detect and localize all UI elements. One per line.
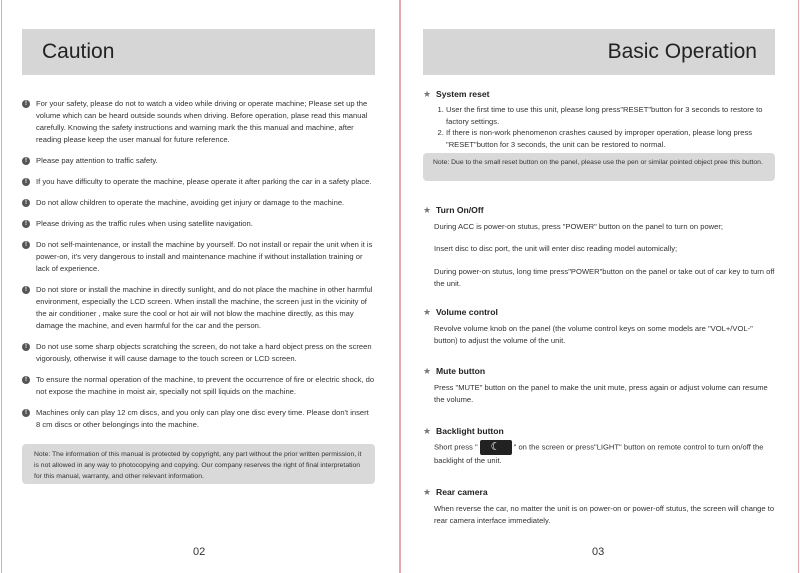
caution-item	[22, 176, 375, 188]
caution-text: If you have difficulty to operate the machine, please operate it after parking the car in a safety place.	[36, 177, 372, 186]
warning-icon: !	[22, 220, 30, 228]
star-icon: ★	[423, 89, 432, 99]
moon-icon: ☾	[490, 441, 501, 453]
caution-text: Do not self-maintenance, or install the machine by yourself. Do not install or repair the unit when it is power-on, it's very dangerous to install and maintenance machine if without installation training or lack of experience.	[36, 240, 373, 273]
caution-text: Do not allow children to operate the machine, avoiding get injury or damage to the machine.	[36, 198, 345, 207]
heading-text: Turn On/Off	[436, 205, 484, 215]
section-body	[423, 104, 775, 150]
caution-text: Do not store or install the machine in directly sunlight, and do not place the machine in other harmful environment, especially the LCD screen. When install the machine, the screen just in the vicinity of the air conditioner , make sure the cool or hot air will not blow the machine directly, as this may damage the machine, and even harmful for the car and the person.	[36, 285, 373, 330]
page-number: 02	[193, 546, 206, 558]
section-body	[423, 503, 775, 526]
caution-item	[22, 197, 375, 209]
page-number: 03	[592, 546, 605, 558]
paragraph	[434, 440, 775, 467]
section-mute-button	[423, 365, 775, 415]
warning-icon: !	[22, 286, 30, 294]
section-body	[423, 221, 775, 289]
copyright-note: Note: The information of this manual is protected by copyright, any part without the prior written permission, it is not allowed in any way to photocopying and copying. Our company reserves the right of final interpretation for this manual, warranty, and other relevant information.	[22, 444, 375, 484]
text-before-icon: Short press "	[434, 442, 478, 452]
section-heading	[423, 365, 775, 377]
caution-text: Please pay attention to traffic safety.	[36, 156, 158, 165]
warning-icon: !	[22, 199, 30, 207]
warning-icon: !	[22, 178, 30, 186]
warning-icon: !	[22, 376, 30, 384]
section-heading	[423, 486, 775, 498]
caution-item	[22, 374, 375, 398]
text-after-icon: " on the screen or press"LIGHT" button on remote control to turn on/off the backlight of the unit.	[434, 442, 764, 465]
heading-text: System reset	[436, 89, 490, 99]
caution-list	[22, 98, 375, 440]
star-icon: ★	[423, 487, 432, 497]
star-icon: ★	[423, 307, 432, 317]
warning-icon: !	[22, 241, 30, 249]
paragraph: When reverse the car, no matter the unit is on power-on or power-off stutus, the screen will change to rear camera interface immediately.	[434, 504, 775, 525]
heading-text: Backlight button	[436, 426, 504, 436]
section-system-reset	[423, 88, 775, 150]
section-heading	[423, 306, 775, 318]
warning-icon: !	[22, 100, 30, 108]
paragraph: Press "MUTE" button on the panel to make the unit mute, press again or adjust volume can resume the volume.	[434, 383, 768, 404]
section-heading	[423, 425, 775, 437]
caution-text: Machines only can play 12 cm discs, and you only can play one disc every time. Please don't insert 8 cm discs or other belongings into the machine.	[36, 408, 369, 429]
caution-text: For your safety, please do not to watch a video while driving or operate machine; Please set up the volume which can be heard outside sounds when driving. Before operation, plase read this manual carefully. Knowing the safety instructions and warning mark the this manual and machine, after reading please keep the user manual for future reference.	[36, 99, 368, 144]
reset-step: 1. User the first time to use this unit, please long press"RESET"button for 3 seconds to restore to factory settings.	[446, 104, 775, 127]
warning-icon: !	[22, 343, 30, 351]
caution-item	[22, 98, 375, 146]
section-rear-camera	[423, 486, 775, 536]
paragraph: During ACC is power-on stutus, press "POWER" button on the panel to turn on power;	[434, 222, 724, 231]
caution-text: To ensure the normal operation of the machine, to prevent the occurrence of fire or electric shock, do not expose the machine in moist air, specially not spill liquids on the machine.	[36, 375, 375, 396]
star-icon: ★	[423, 205, 432, 215]
section-body	[423, 382, 775, 405]
section-heading	[423, 88, 775, 100]
warning-icon: !	[22, 409, 30, 417]
reset-step: 2. If there is non-work phenomenon crashes caused by improper operation, please long press "RESET"button for 3 seconds, the unit can be restored to normal.	[446, 127, 775, 150]
warning-icon: !	[22, 157, 30, 165]
caution-item	[22, 341, 375, 365]
section-heading	[423, 204, 775, 216]
star-icon: ★	[423, 426, 432, 436]
section-body	[423, 440, 775, 467]
caution-item	[22, 407, 375, 431]
reset-note: Note: Due to the small reset button on the panel, please use the pen or similar pointed object pree this button.	[423, 153, 775, 181]
heading-text: Rear camera	[436, 487, 488, 497]
section-volume-control	[423, 306, 775, 356]
caution-text: Please driving as the traffic rules when using satellite navigation.	[36, 219, 253, 228]
caution-item	[22, 155, 375, 167]
section-body	[423, 323, 775, 346]
paragraph: Revolve volume knob on the panel (the volume control keys on some models are "VOL+/VOL-" button) to adjust the volume of the unit.	[434, 324, 753, 345]
caution-text: Do not use some sharp objects scratching the screen, do not take a hard object press on the screen vigorously, otherwise it will cause damage to the touch screen or LCD screen.	[36, 342, 372, 363]
paragraph: During power-on stutus, long time press"POWER"button on the panel or take out of car key to turn off the unit.	[434, 267, 775, 288]
backlight-button-graphic	[480, 440, 512, 455]
page-title: Caution	[22, 29, 375, 75]
heading-text: Mute button	[436, 366, 486, 376]
star-icon: ★	[423, 366, 432, 376]
section-backlight-button	[423, 425, 775, 477]
caution-item	[22, 284, 375, 332]
page-title: Basic Operation	[423, 29, 775, 75]
caution-item	[22, 239, 375, 275]
section-turn-on-off	[423, 204, 775, 299]
paragraph: Insert disc to disc port, the unit will enter disc reading model automically;	[434, 243, 678, 253]
heading-text: Volume control	[436, 307, 498, 317]
caution-item	[22, 218, 375, 230]
